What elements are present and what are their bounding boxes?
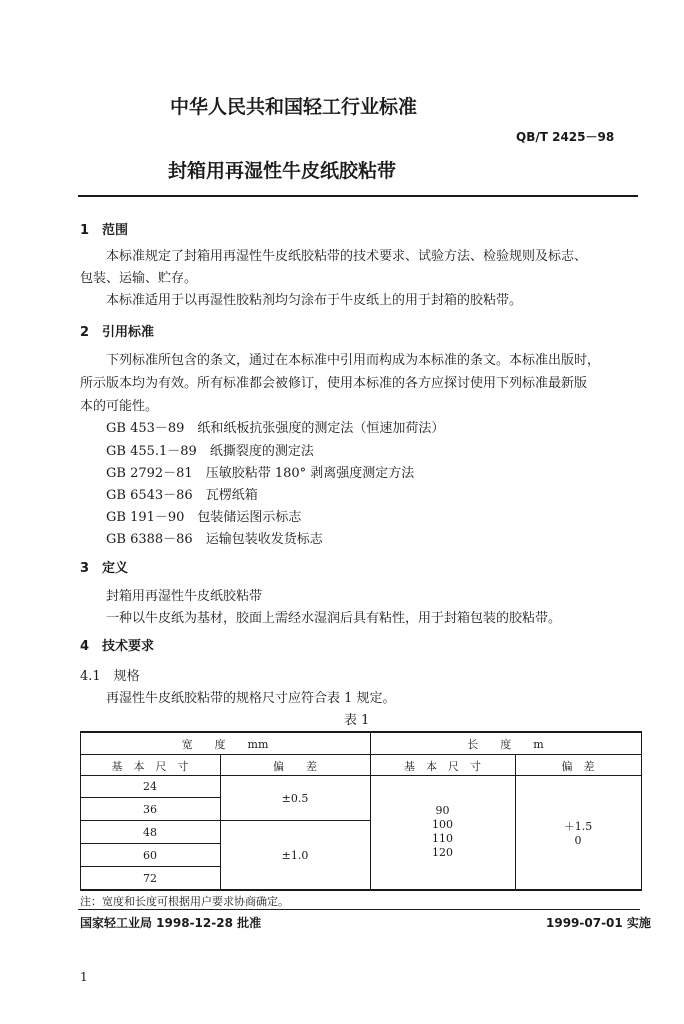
table-cell-width: 60 (143, 849, 157, 862)
section-1-paragraph-line: 包装、运输、贮存。 (80, 271, 198, 286)
reference-item: GB 453－89 纸和纸板抗张强度的测定法（恒速加荷法） (106, 421, 445, 436)
section-1-paragraph-line: 本标准规定了封箱用再湿性牛皮纸胶粘带的技术要求、试验方法、检验规则及标志、 (106, 249, 588, 264)
title-divider (78, 195, 638, 197)
implementation-date: 1999-07-01 实施 (546, 916, 651, 930)
table-cell-width: 24 (143, 780, 157, 793)
definition-text: 一种以牛皮纸为基材，胶面上需经水湿润后具有粘性，用于封箱包装的胶粘带。 (106, 611, 562, 626)
section-3-heading: 3 定义 (80, 561, 129, 576)
table-cell-length: 90 (435, 804, 450, 817)
table-group-header-length: 长 度 m (467, 738, 544, 751)
footer-divider (78, 909, 640, 910)
reference-item: GB 2792－81 压敏胶粘带 180° 剥离强度测定方法 (106, 466, 415, 481)
table-cell-width: 48 (143, 826, 157, 839)
table-group-header-width: 宽 度 mm (181, 738, 269, 751)
definition-term: 封箱用再湿性牛皮纸胶粘带 (106, 589, 263, 604)
table-note: 注：宽度和长度可根据用户要求协商确定。 (80, 895, 289, 908)
table-cell-length: 120 (432, 846, 453, 859)
subsection-4-1-heading: 4.1 规格 (80, 669, 140, 684)
table-cell-length: 110 (432, 832, 453, 845)
subsection-4-1-text: 再湿性牛皮纸胶粘带的规格尺寸应符合表 1 规定。 (106, 691, 396, 706)
reference-item: GB 6388－86 运输包装收发货标志 (106, 532, 323, 547)
standard-code: QB/T 2425－98 (516, 130, 615, 144)
section-2-paragraph-line: 所示版本均为有效。所有标准都会被修订，使用本标准的各方应探讨使用下列标准最新版 (80, 376, 588, 391)
table-cell-length-deviation-upper: ＋1.5 (563, 820, 593, 833)
document-title: 封箱用再湿性牛皮纸胶粘带 (168, 160, 397, 182)
table-cell-width-deviation: ±1.0 (281, 849, 309, 862)
section-2-heading: 2 引用标准 (80, 325, 155, 340)
org-title: 中华人民共和国轻工行业标准 (170, 96, 418, 118)
reference-item: GB 191－90 包装储运图示标志 (106, 510, 302, 525)
table-column-header: 基 本 尺 寸 (111, 760, 189, 773)
table-column-header: 偏 差 (561, 760, 595, 773)
table-column-header: 基 本 尺 寸 (404, 760, 481, 773)
table-cell-length-deviation-lower: 0 (574, 834, 582, 847)
section-2-paragraph-line: 本的可能性。 (80, 399, 159, 414)
table-caption: 表 1 (344, 713, 370, 728)
section-1-heading: 1 范围 (80, 223, 129, 238)
table-cell-width: 36 (143, 803, 157, 816)
table-column-header: 偏 差 (273, 760, 317, 773)
page-number: 1 (80, 970, 88, 984)
table-cell-width: 72 (143, 872, 157, 885)
reference-item: GB 455.1－89 纸撕裂度的测定法 (106, 444, 314, 459)
table-cell-length: 100 (432, 818, 453, 831)
section-1-paragraph: 本标准适用于以再湿性胶粘剂均匀涂布于牛皮纸上的用于封箱的胶粘带。 (106, 293, 523, 308)
reference-item: GB 6543－86 瓦楞纸箱 (106, 488, 258, 503)
section-4-heading: 4 技术要求 (80, 639, 155, 654)
approval-line: 国家轻工业局 1998-12-28 批准 (80, 916, 262, 930)
section-2-paragraph-line: 下列标准所包含的条文，通过在本标准中引用而构成为本标准的条文。本标准出版时， (106, 353, 601, 368)
table-cell-width-deviation: ±0.5 (281, 792, 309, 805)
